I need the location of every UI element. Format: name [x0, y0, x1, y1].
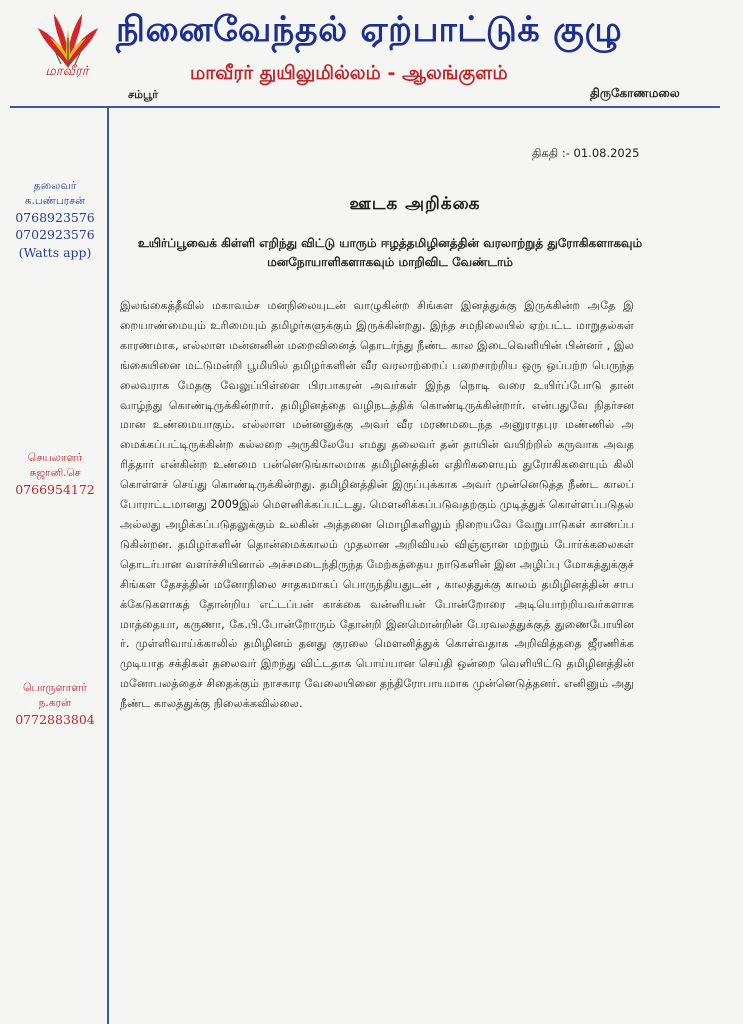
secretary-name: சுஜானி.செ — [29, 466, 81, 479]
treasurer-role: பொருளாளர் — [22, 681, 88, 694]
president-name: க.பண்பரசன் — [24, 194, 86, 207]
secretary-role: செயலாளர் — [27, 451, 83, 464]
contact-treasurer — [6, 680, 104, 728]
treasurer-name: ந.கரன் — [38, 696, 72, 709]
president-phone-note: (Watts app) — [18, 245, 92, 261]
location-right: திருகோணமலை — [590, 86, 680, 100]
flame-lily-logo-icon — [28, 8, 108, 98]
contact-president — [6, 178, 104, 262]
location-left: சம்பூர் — [128, 88, 158, 101]
sidebar-divider — [107, 107, 109, 1024]
treasurer-phone: 0772883804 — [15, 711, 95, 727]
president-phone-1: 0768923576 — [15, 209, 95, 225]
document-date: திகதி :- 01.08.2025 — [532, 146, 640, 160]
document-heading: ஊடக அறிக்கை — [349, 194, 481, 214]
document-body: இலங்கைத்தீவில் மகாவம்ச மனநிலையுடன் வாழுகின்ற சிங்கள இனத்துக்கு இருக்கின்ற அதே இறையாண்மையும் உரிமையும் தமிழர்களுக்கும் இருக்கின்றது. இந்த சமநிலையில் ஏற்பட்ட மாறுதல்கள் காரணமாக, எல்லாள மன்னனின் மறைவினைத் தொடர்ந்து நீண்ட கால இடைவெளியின் பின்னர் , இலங்கையினை மட்டுமன்றி பூமியில் தமிழர்களின் வீர வரலாற்றைப் பறைசாற்றிய ஒரு ஒப்பற்ற பெருந்தலைவராக மேதகு வேலுப்பிள்ளை பிரபாகரன் அவர்கள் இந்த நொடி வரை உயிர்ப்போடு தான் வாழ்ந்து கொண்டிருக்கின்றார். தமிழினத்தை வழிநடத்திக் கொண்டிருக்கின்றார். என்பதுவே நிதர்சனமான உண்மையாகும். எல்லாள மன்னனுக்கு அவர் வீர மரணமடைந்த அனுராதபுர மண்ணில் அமைக்கப்பட்டிருக்கின்ற கல்லறை அருகிலேயே எமது தலைவர் தன் தாயின் வயிற்றில் கருவாக அவதரித்தார் என்கின்ற உண்மை பன்னெடுங்காலமாக தமிழினத்தின் எதிரிகளையும் துரோகிகளையும் கிலி கொள்ளச் செய்து கொண்டிருக்கின்றது. தமிழினத்தின் இருப்புக்காக அவர் முன்னெடுத்த நீண்ட காலப் போராட்டமானது 2009இல் மௌனிக்கப்பட்டது. மௌனிக்கப்படுவதற்கும் முடித்துக் கொள்ளப்படுதல் அல்லது அழிக்கப்படுதலுக்கும் உலகின் அத்தனை மொழிகளிலும் நிறையவே வேறுபாடுகள் காணப்படுகின்றன. தமிழர்களின் தொன்மைக்காலம் முதலான அறிவியல் விஞ்ஞான மற்றும் போர்க்கலைகள் தொடர்பான வளர்ச்சியினால் அச்சமடைந்திருந்த மேற்கத்தைய நாடுகளின் இன அழிப்பு மோகத்துக்குச் சிங்கள தேசத்தின் மனோநிலை சாதகமாகப் பொருந்தியதுடன் , காலத்துக்கு காலம் தமிழினத்தின் சாபக்கேடுகளாகத் தோன்றிய எட்டப்பன் காக்கை வன்னியன் போன்றோரை அடியொற்றியவர்களாக மாத்தையா, கருணா, கே.பி.போன்றோரும் தோன்றி இனமொன்றின் பேரவலத்துக்குத் துணைபோயினர். முள்ளிவாய்க்காலில் தமிழினம் தனது குரலை மௌனித்துக் கொள்வதாக அறிவித்ததை ஜீரணிக்க முடியாத சக்திகள் தலைவர் இறந்து விட்டதாக பொய்யான செய்தி ஒன்றை வெளியிட்டு தமிழினத்தின் மனோபலத்தைச் சிதைக்கும் நாசகார வேலையினை தந்திரோபாயமாக முன்னெடுத்தனர். எனினும் அது நீண்ட காலத்துக்கு நிலைக்கவில்லை. — [120, 299, 634, 711]
president-phone-2: 0702923576 — [15, 227, 95, 243]
logo-caption: மாவீரர் — [45, 64, 89, 79]
secretary-phone: 0766954172 — [15, 481, 95, 497]
header-divider — [10, 106, 720, 108]
president-role: தலைவர் — [33, 179, 77, 192]
contact-secretary — [6, 450, 104, 498]
document-subheading: உயிர்ப்பூவைக் கிள்ளி எறிந்து விட்டு யாரும் ஈழத்தமிழினத்தின் வரலாற்றுத் துரோகிகளாகவும் மனநோயாளிகளாகவும் மாறிவிட வேண்டாம் — [137, 236, 643, 269]
organization-subtitle: மாவீரர் துயிலுமில்லம் - ஆலங்குளம் — [190, 62, 508, 84]
organization-title: நினைவேந்தல் ஏற்பாட்டுக் குழு — [116, 10, 623, 50]
